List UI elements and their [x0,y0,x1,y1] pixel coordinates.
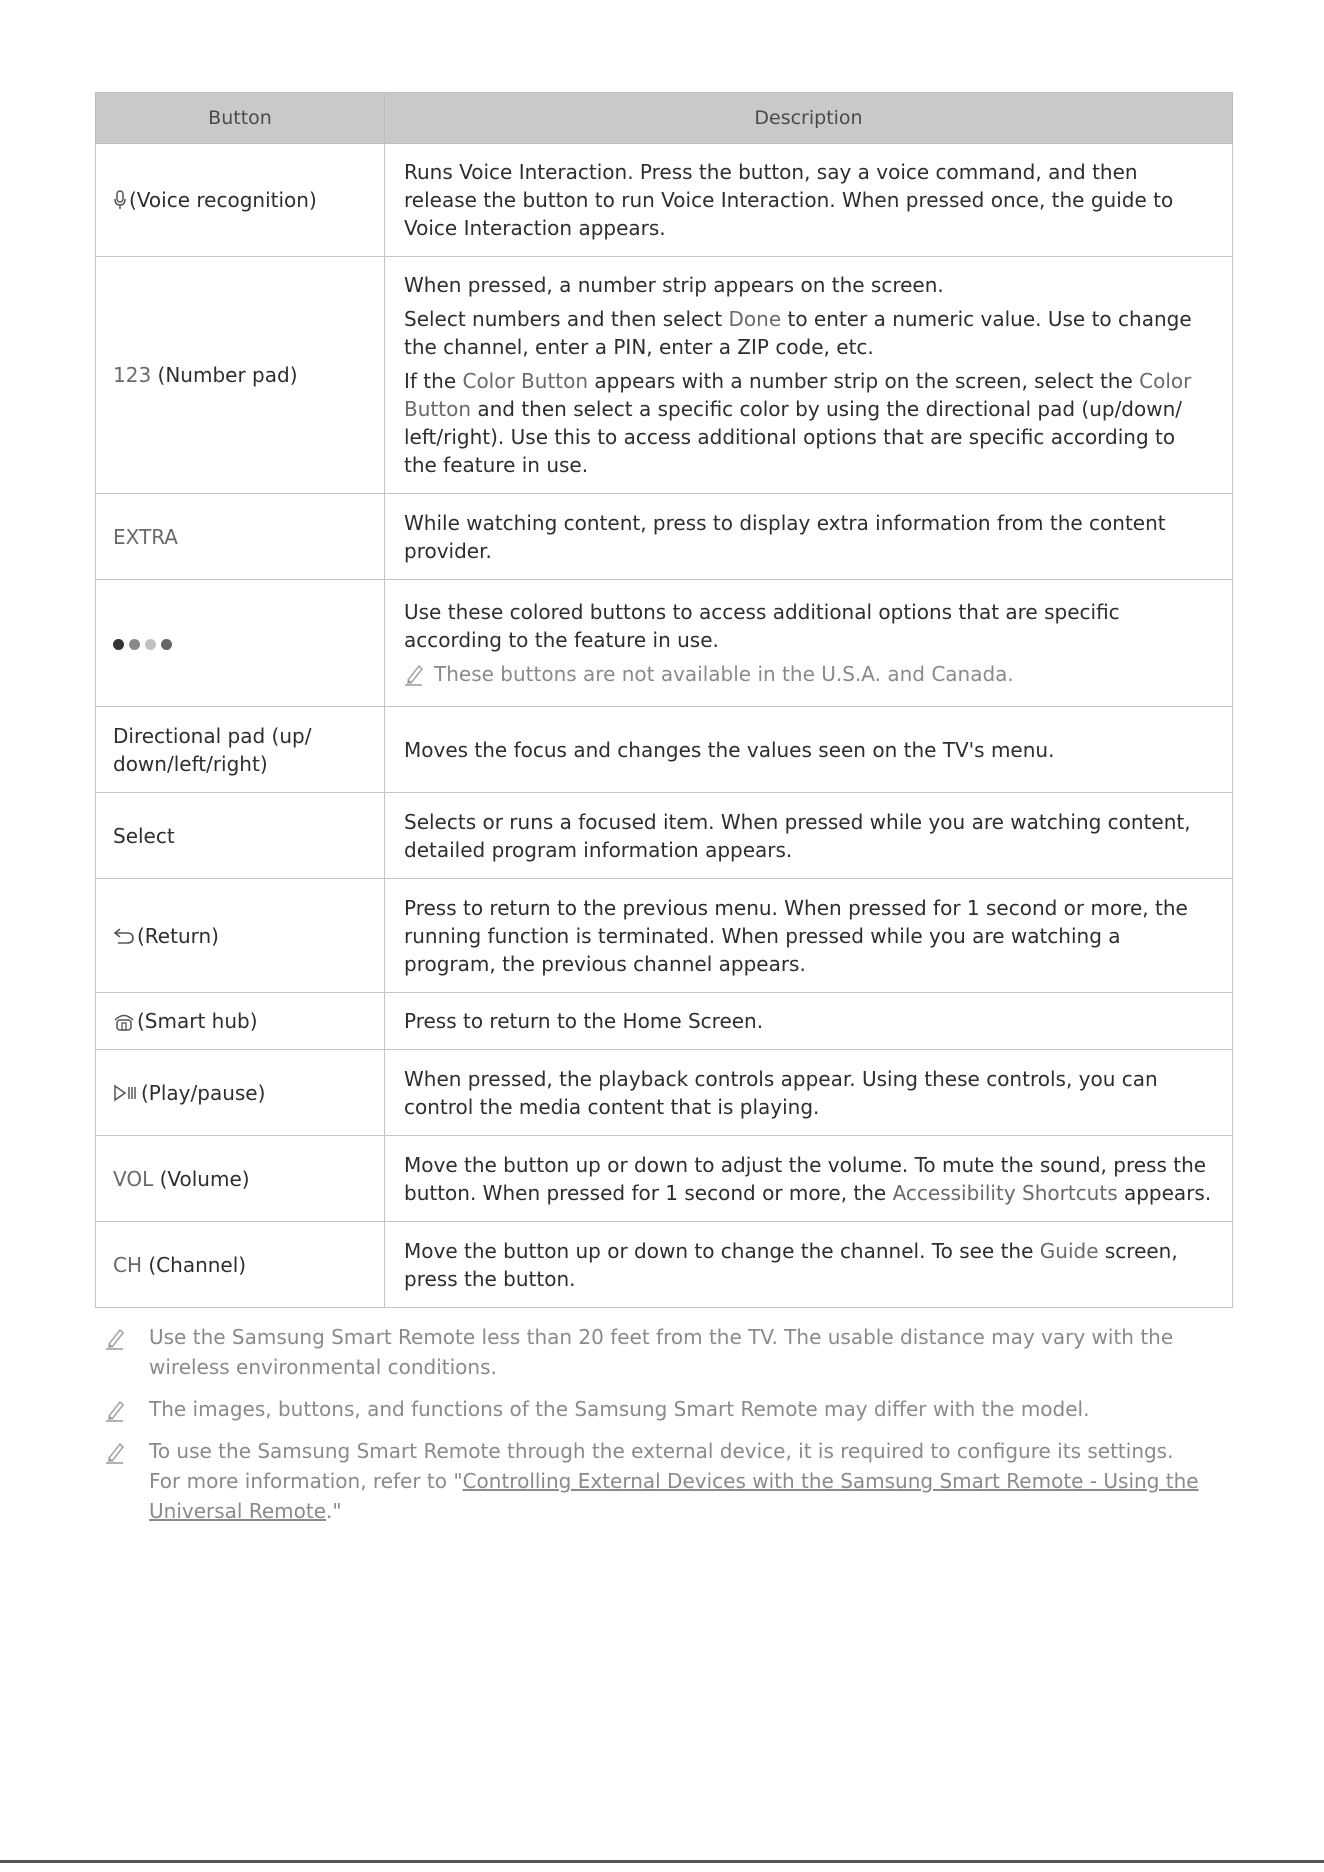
description-cell [385,494,1233,580]
button-name: (Number pad) [157,363,298,387]
description-cell [385,879,1233,993]
header-description: Description [385,93,1233,144]
play-pause-icon [113,1083,139,1103]
return-icon [113,926,135,946]
button-cell [96,1136,385,1222]
button-cell [96,793,385,879]
description-text: When pressed, a number strip appears on the screen. [404,273,944,297]
green-dot-icon [129,639,140,650]
pencil-icon [105,1326,125,1350]
note-text: These buttons are not available in the U.S.A. and Canada. [434,662,1014,686]
button-cell [96,993,385,1050]
yellow-dot-icon [145,639,156,650]
button-cell [96,879,385,993]
description-cell [385,257,1233,494]
button-keyword: CH [113,1252,143,1277]
description-text: Move the button up or down to adjust the volume. To mute the sound, press the button. When pressed for 1 second or more, the Accessibility Shortcuts appears. [404,1152,1212,1205]
button-cell [96,494,385,580]
table-row [96,1136,1233,1222]
home-icon [113,1011,135,1031]
footnote [105,1322,1235,1382]
button-name: Select [113,823,175,848]
footnote-text: Use the Samsung Smart Remote less than 20 feet from the TV. The usable distance may vary with the wireless environmental conditions. [149,1325,1174,1379]
header-button: Button [96,93,385,144]
description-cell [385,1136,1233,1222]
button-cell [96,1050,385,1136]
done-keyword: Done [728,307,782,331]
red-dot-icon [113,639,124,650]
description-cell [385,1050,1233,1136]
button-cell [96,580,385,707]
description-text: If the Color Button appears with a number strip on the screen, select the Color Button and then select a specific color by using the directional pad (up/down/ left/right). Use this to access additional options that are specific according to the feature in use. [404,369,1192,477]
pencil-icon [105,1398,125,1422]
pencil-icon [404,662,424,686]
description-text: Selects or runs a focused item. When pressed while you are watching content, detailed program information appears. [404,809,1191,862]
button-cell [96,707,385,793]
table-row [96,580,1233,707]
description-text: Press to return to the previous menu. When pressed for 1 second or more, the running function is terminated. When pressed while you are watching a program, the previous channel appears. [404,895,1188,976]
description-text: Move the button up or down to change the channel. To see the Guide screen, press the button. [404,1238,1178,1291]
table-row [96,793,1233,879]
footnote-text: To use the Samsung Smart Remote through the external device, it is required to configure its settings. [149,1439,1174,1463]
button-name: Directional pad (up/ down/left/right) [113,723,312,776]
description-cell [385,993,1233,1050]
description-text: When pressed, the playback controls appear. Using these controls, you can control the media content that is playing. [404,1066,1158,1119]
button-cell [96,257,385,494]
button-name: (Smart hub) [137,1009,258,1033]
microphone-icon [113,190,127,210]
button-keyword: EXTRA [113,524,178,549]
table-row [96,707,1233,793]
table-row [96,494,1233,580]
accessibility-shortcuts-keyword: Accessibility Shortcuts [892,1180,1118,1205]
note [404,660,1212,688]
button-name: (Voice recognition) [129,188,317,212]
description-text: Press to return to the Home Screen. [404,1009,764,1033]
guide-keyword: Guide [1039,1238,1099,1263]
description-text: Use these colored buttons to access additional options that are specific according to the feature in use. [404,600,1120,652]
universal-remote-link[interactable]: Controlling External Devices with the Samsung Smart Remote - Using the Universal Remote [149,1469,1199,1523]
table-row [96,257,1233,494]
button-name: (Return) [137,923,219,948]
page-bottom-rule [0,1860,1324,1863]
footnote [105,1436,1235,1526]
description-cell [385,580,1233,707]
description-text: Runs Voice Interaction. Press the button, say a voice command, and then release the button to run Voice Interaction. When pressed once, the guide to Voice Interaction appears. [404,160,1174,240]
table-row [96,1050,1233,1136]
description-cell [385,707,1233,793]
table-row [96,1222,1233,1308]
color-buttons [113,639,172,650]
pencil-icon [105,1440,125,1464]
table-row [96,993,1233,1050]
button-cell [96,144,385,257]
table-header-row [96,93,1233,144]
description-cell [385,144,1233,257]
description-text: Moves the focus and changes the values seen on the TV's menu. [404,737,1055,762]
color-button-keyword: Color Button [462,369,589,393]
footnote [105,1394,1235,1424]
table-row [96,879,1233,993]
footnote-reference: For more information, refer to "Controlling External Devices with the Samsung Smart Remote - Using the Universal Remote." [149,1469,1199,1523]
color-button-keyword: Color Button [404,369,1192,421]
description-text: While watching content, press to display extra information from the content provider. [404,510,1166,563]
footnote-text: The images, buttons, and functions of the Samsung Smart Remote may differ with the model. [149,1397,1090,1421]
button-keyword: VOL [113,1166,154,1191]
button-name: (Play/pause) [141,1080,266,1105]
description-text: Select numbers and then select Done to enter a numeric value. Use to change the channel, enter a PIN, enter a ZIP code, etc. [404,307,1192,359]
footnotes [105,1322,1235,1538]
button-keyword: 123 [113,363,152,387]
remote-buttons-table [95,92,1233,1308]
button-name: (Channel) [148,1252,247,1277]
blue-dot-icon [161,639,172,650]
description-cell [385,1222,1233,1308]
button-name: (Volume) [159,1166,250,1191]
button-cell [96,1222,385,1308]
description-cell [385,793,1233,879]
table-row [96,144,1233,257]
